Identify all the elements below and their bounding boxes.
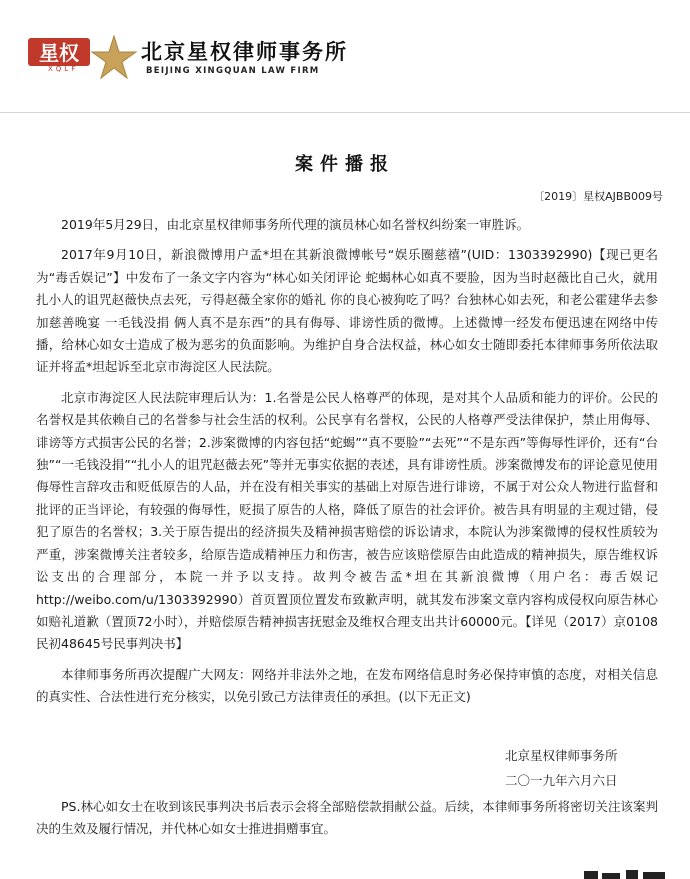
header-divider xyxy=(0,112,690,113)
letterhead xyxy=(0,0,690,112)
document-number: 〔2019〕星权AJBB009号 xyxy=(533,190,663,203)
document-body xyxy=(36,214,658,717)
paragraph-facts: 2017年9月10日，新浪微博用户孟*坦在其新浪微博帐号“娱乐圈慈禧”(UID：1303392990)【现已更名为“毒舌娱记”】中发布了一条文字内容为“林心如关闭评论 蛇蝎林心如真不要脸，因为当时赵薇比自己火，就用扎小人的诅咒赵薇快点去死，亏得赵薇全家你的婚礼 你的良心被狗吃了吗？台独林心如去死，和老公霍建华去参加慈善晚宴 一毛钱没捐 俩人真不是东西”的具有侮辱、诽谤性质的微博。上述微博一经发布便迅速在网络中传播，给林心如女士造成了极为恶劣的负面影响。为维护自身合法权益，林心如女士随即委托本律师事务所依法取证并将孟*坦起诉至北京市海淀区人民法院。 xyxy=(36,247,658,375)
signature-firm: 北京星权律师事务所 xyxy=(505,748,618,763)
paragraph-intro: 2019年5月29日，由北京星权律师事务所代理的演员林心如名誉权纠纷案一审胜诉。 xyxy=(61,217,530,232)
paragraph-ruling: 北京市海淀区人民法院审理后认为：1.名誉是公民人格尊严的体现，是对其个人品质和能力的评价。公民的名誉权是其依赖自己的名誉参与社会生活的权利。公民享有名誉权，公民的人格尊严受法律保护，禁止用侮辱、诽谤等方式损害公民的名誉；2.涉案微博的内容包括“蛇蝎”“真不要脸”“去死”“不是东西”等侮辱性评价，还有“台独”“一毛钱没捐”“扎小人的诅咒赵薇去死”等并无事实依据的表述，具有诽谤性质。涉案微博发布的评论意见使用侮辱性言辞攻击和贬低原告的人品，并在没有相关事实的基础上对原告进行诽谤，不属于对公众人物进行监督和批评的正当评论，有较强的侮辱性，贬损了原告的人格，降低了原告的社会评价。被告具有明显的主观过错，侵犯了原告的名誉权；3.关于原告提出的经济损失及精神损害赔偿的诉讼请求，本院认为涉案微博的侵权性质较为严重，涉案微博关注者较多，给原告造成精神压力和伤害，被告应该赔偿原告由此造成的精神损失，原告维权诉讼支出的合理部分，本院一并予以支持。故判令被告孟*坦在其新浪微博（用户名：毒舌娱记 http://weibo.com/u/1303392990）首页置顶位置发布致歉声明，就其发布涉案文章内容构成侵权向原告林心如赔礼道歉（置顶72小时），并赔偿原告精神损害抚慰金及维权合理支出共计60000元。【详见（2017）京0108民初48645号民事判决书】 xyxy=(36,389,658,652)
paragraph-reminder: 本律师事务所再次提醒广大网友：网络并非法外之地，在发布网络信息时务必保持审慎的态度，对相关信息的真实性、合法性进行充分核实，以免引致己方法律责任的承担。(以下无正文) xyxy=(36,666,658,705)
footer-fragment xyxy=(580,867,672,879)
firm-name-cn: 北京星权律师事务所 xyxy=(141,39,348,64)
logo-sub: XQLF xyxy=(48,65,79,73)
postscript: PS.林心如女士在收到该民事判决书后表示会将全部赔偿款捐献公益。后续，本律师事务所将密切关注该案判决的生效及履行情况，并代林心如女士推进捐赠事宜。 xyxy=(36,799,658,837)
star-icon xyxy=(92,36,136,78)
signature-date: 二〇一九年六月六日 xyxy=(505,773,618,788)
firm-name-en: BEIJING XINGQUAN LAW FIRM xyxy=(146,66,320,76)
logo-text: 星权 xyxy=(39,41,79,65)
firm-logo xyxy=(26,32,138,82)
page-title: 案件播报 xyxy=(295,154,395,175)
